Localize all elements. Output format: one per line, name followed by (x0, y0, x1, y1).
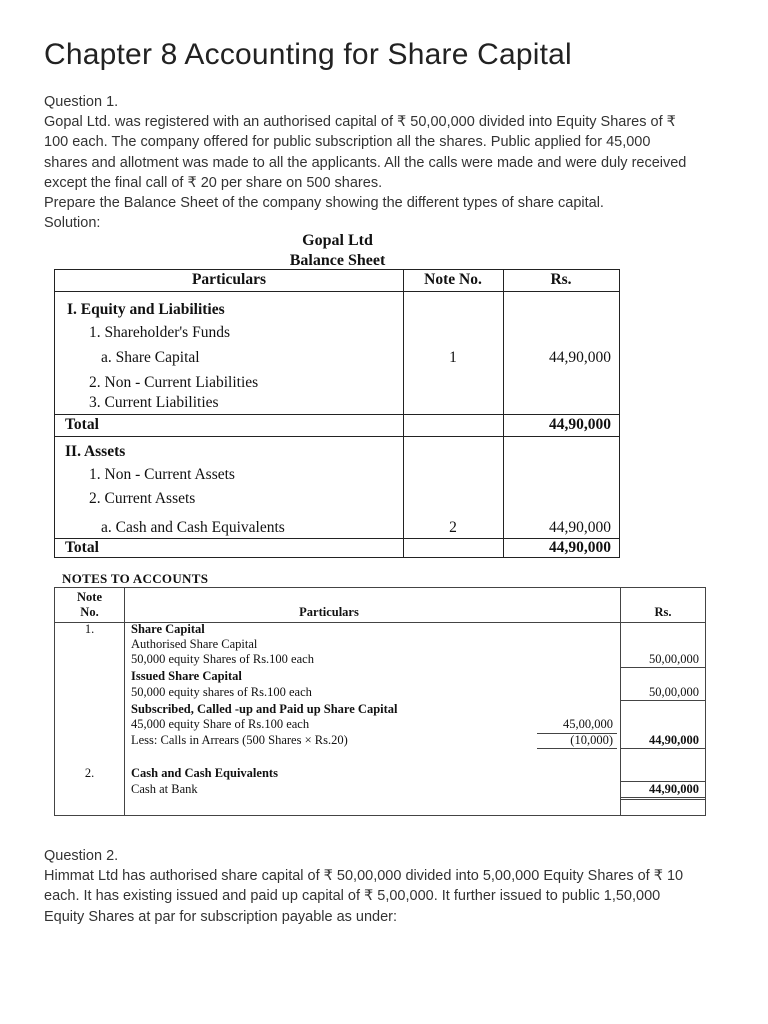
col-rs: Rs. (654, 605, 672, 619)
question-2-line: Equity Shares at par for subscription payable as under: (44, 908, 398, 925)
assets-heading: II. Assets (65, 443, 126, 460)
col-rs: Rs. (550, 271, 572, 288)
col-particulars: Particulars (191, 271, 267, 288)
authorised-label: Authorised Share Capital (131, 637, 258, 651)
shareholders-funds: 1. Shareholder's Funds (89, 324, 230, 341)
subscribed-detail: 45,000 equity Share of Rs.100 each (131, 717, 310, 731)
share-capital-amount: 44,90,000 (549, 349, 611, 366)
balance-sheet-title: Balance Sheet (289, 252, 386, 269)
col-note: Note (77, 590, 102, 604)
share-capital-note: 1 (449, 349, 457, 366)
subscribed-label: Subscribed, Called -up and Paid up Share Capital (131, 702, 398, 716)
question-1-line: shares and allotment was made to all the applicants. All the calls were made and were duly received (44, 154, 687, 171)
question-1-line: 100 each. The company offered for public subscription all the shares. Public applied for 45,000 (44, 134, 651, 151)
page-title: Chapter 8 Accounting for Share Capital (44, 38, 572, 71)
calls-in-arrears-amount: (10,000) (570, 733, 613, 747)
col-note-no: Note No. (424, 271, 482, 288)
question-1-line: except the final call of ₹ 20 per share on 500 shares. (44, 174, 383, 191)
calls-in-arrears-label: Less: Calls in Arrears (500 Shares × Rs.20) (131, 733, 348, 747)
cash-note: 2 (449, 519, 457, 536)
share-capital: a. Share Capital (101, 349, 200, 366)
col-note-no: No. (80, 605, 99, 619)
cash-equivalents: a. Cash and Cash Equivalents (101, 519, 285, 536)
col-particulars: Particulars (299, 605, 359, 619)
current-liabilities: 3. Current Liabilities (89, 394, 219, 411)
issued-detail: 50,000 equity shares of Rs.100 each (131, 685, 312, 699)
current-assets: 2. Current Assets (89, 490, 196, 507)
issued-amount: 50,00,000 (649, 685, 699, 699)
question-2 (44, 846, 734, 927)
authorised-detail: 50,000 equity Shares of Rs.100 each (131, 652, 314, 666)
total-label: Total (65, 416, 99, 433)
note-number: 1. (84, 622, 95, 636)
balance-sheet-table (54, 269, 620, 558)
notes-heading: NOTES TO ACCOUNTS (62, 571, 209, 586)
non-current-liabilities: 2. Non - Current Liabilities (89, 374, 259, 391)
non-current-assets: 1. Non - Current Assets (89, 466, 235, 483)
subscribed-amount: 44,90,000 (649, 733, 699, 747)
issued-label: Issued Share Capital (131, 669, 242, 683)
question-2-heading: Question 2. (44, 848, 119, 864)
question-2-line: each. It has existing issued and paid up capital of ₹ 5,00,000. It further issued to public 1,50,000 (44, 888, 661, 905)
company-name: Gopal Ltd (302, 232, 373, 249)
authorised-amount: 50,00,000 (649, 652, 699, 666)
note-number: 2. (84, 766, 95, 780)
total-amount: 44,90,000 (549, 539, 611, 556)
total-amount: 44,90,000 (549, 416, 611, 433)
question-1-line: Prepare the Balance Sheet of the company showing the different types of share capital. (44, 195, 604, 212)
total-label: Total (65, 539, 99, 556)
note-title: Cash and Cash Equivalents (131, 766, 278, 780)
equity-liabilities-heading: I. Equity and Liabilities (67, 301, 225, 318)
subscribed-sub-amount: 45,00,000 (563, 717, 613, 731)
question-1-line: Gopal Ltd. was registered with an authorised capital of ₹ 50,00,000 divided into Equity Shares of ₹ (44, 114, 676, 131)
cash-at-bank-label: Cash at Bank (131, 782, 198, 796)
cash-at-bank-amount: 44,90,000 (649, 782, 699, 796)
cash-amount: 44,90,000 (549, 519, 611, 536)
question-1-heading: Question 1. (44, 94, 119, 110)
note-title: Share Capital (131, 622, 205, 636)
notes-table (54, 587, 706, 816)
question-1 (44, 92, 734, 233)
question-2-line: Himmat Ltd has authorised share capital of ₹ 50,00,000 divided into 5,00,000 Equity Shares of ₹ 10 (44, 868, 684, 885)
solution-label: Solution: (44, 215, 101, 232)
